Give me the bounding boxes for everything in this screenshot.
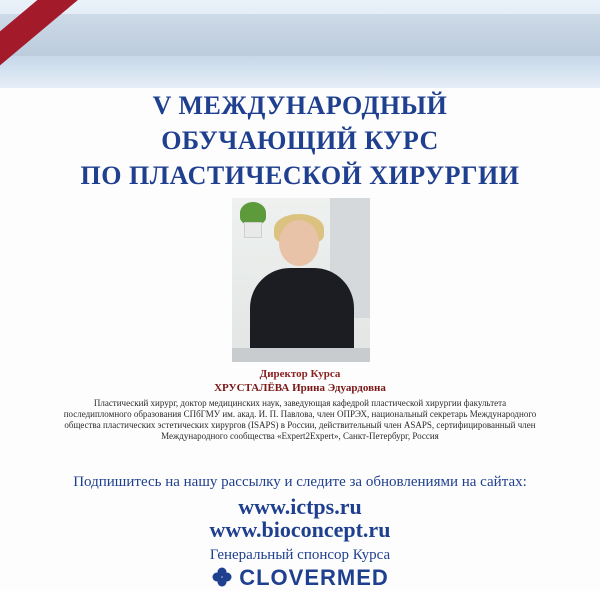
sponsor-logo [0,565,600,591]
course-title [0,88,600,193]
site-link-ictps[interactable]: www.ictps.ru [238,494,362,519]
director-role: Директор Курса [259,368,341,380]
sponsor-logo-text: CLOVERMED [239,565,389,590]
plant-pot [244,222,262,238]
title-line-1: V МЕЖДУНАРОДНЫЙ [152,91,448,120]
sponsor-label: Генеральный спонсор Курса [209,547,391,563]
director-bio: Пластический хирург, доктор медицинских наук, заведующая кафедрой пластической хирургии факультета последипломного образования СПбГМУ им. акад. И. П. Павлова, член ОПРЭХ, национальный секретарь Международного общества пластических эстетических хирургов (ISAPS) в России, действительный член ASAPS, сертифицированный член Международного сообщества «Expert2Expert», Санкт-Петербург, Россия [63,398,537,441]
title-line-3: ПО ПЛАСТИЧЕСКОЙ ХИРУРГИИ [80,161,520,190]
city-skyline-image [0,14,600,56]
header-banner [0,0,600,88]
river-image [0,56,600,88]
site-link-bioconcept[interactable]: www.bioconcept.ru [209,517,391,542]
director-name: ХРУСТАЛЁВА Ирина Эдуардовна [214,382,386,394]
plant [240,202,266,224]
desk [232,348,370,362]
title-line-2: ОБУЧАЮЩИЙ КУРС [161,126,439,155]
person-head [279,220,319,266]
director-photo [232,198,370,362]
subscribe-text: Подпишитесь на нашу рассылку и следите за обновлениями на сайтах: [73,474,527,490]
